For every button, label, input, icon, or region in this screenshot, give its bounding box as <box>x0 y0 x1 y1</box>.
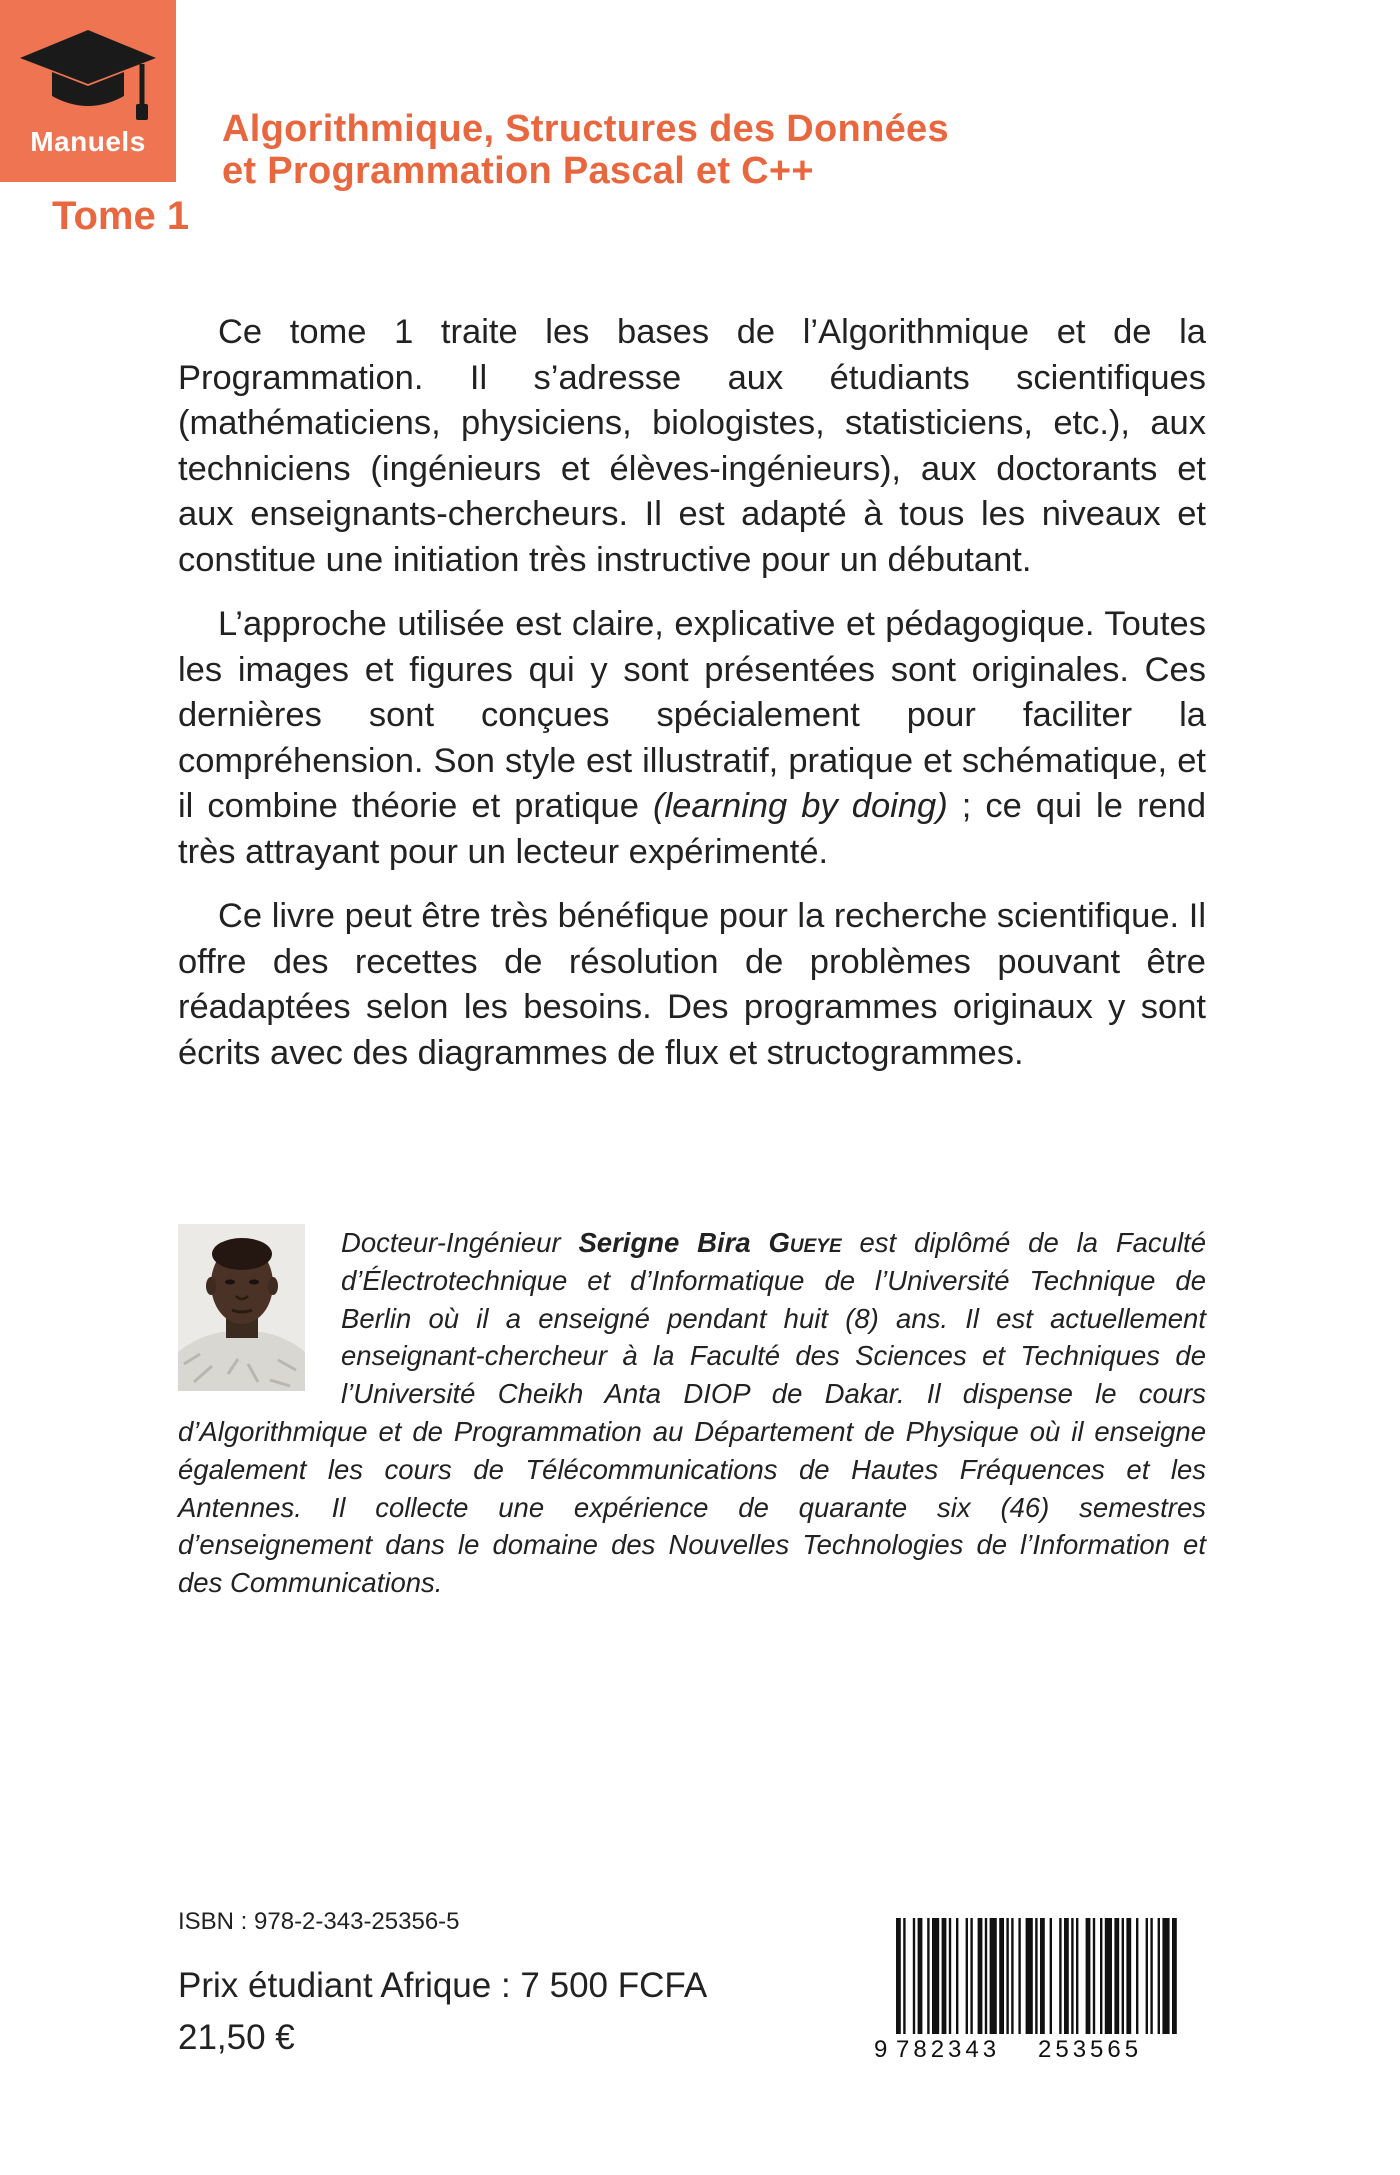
barcode-bar <box>942 1918 947 2034</box>
barcode-bar <box>1162 1918 1169 2034</box>
barcode-bar <box>1026 1918 1033 2034</box>
author-name <box>578 1227 841 1258</box>
barcode-bar <box>1086 1918 1091 2034</box>
barcode-bar <box>1172 1918 1177 2034</box>
barcode-bar <box>1006 1918 1008 2034</box>
barcode-bar <box>1150 1918 1152 2034</box>
barcode-bar <box>896 1918 901 2034</box>
description-p2-italic: (learning by doing) <box>653 787 948 825</box>
barcode-bar <box>1146 1918 1148 2034</box>
barcode-bar <box>1059 1918 1061 2034</box>
barcode-bar <box>1100 1918 1102 2034</box>
barcode-group-1: 782343 <box>896 2036 1001 2063</box>
barcode-bar <box>990 1918 997 2034</box>
barcode-bar <box>970 1918 972 2034</box>
barcode-bar <box>966 1918 968 2034</box>
barcode-group-2: 253565 <box>1038 2036 1143 2063</box>
description-p2-end: ; ce qui le rend très attrayant pour un lecteur expérimenté. <box>178 787 1207 871</box>
barcode-bar <box>1064 1918 1069 2034</box>
barcode-bar <box>1050 1918 1052 2034</box>
book-title <box>222 108 949 192</box>
barcode-bar <box>956 1918 958 2034</box>
barcode-bar <box>1114 1918 1119 2034</box>
barcode-bar <box>1093 1918 1095 2034</box>
author-bio-text <box>178 1224 1206 1602</box>
title-line-1: Algorithmique, Structures des Données <box>222 108 949 150</box>
series-badge <box>0 0 176 182</box>
barcode-bar <box>985 1918 987 2034</box>
price-euro: 21,50 € <box>178 2018 295 2057</box>
barcode-bar <box>978 1918 983 2034</box>
book-description <box>178 310 1206 1076</box>
description-paragraph-1: Ce tome 1 traite les bases de l’Algorithmique et de la Programmation. Il s’adresse aux étudiants scientifiques (mathématiciens, physiciens, biologistes, statisticiens, etc.), aux techniciens (ingénieurs et élèves-ingénieurs), aux doctorants et aux enseignants-chercheurs. Il est adapté à tous les niveaux et constitue une initiation très instructive pour un débutant. <box>178 313 1206 579</box>
author-prefix: Docteur-Ingénieur <box>341 1227 579 1258</box>
description-paragraph-3: Ce livre peut être très bénéfique pour la recherche scientifique. Il offre des recettes de résolution de problèmes pouvant être réadaptées selon les besoins. Des programmes originaux y sont écrits avec des diagrammes de flux et structogrammes. <box>178 897 1206 1072</box>
barcode-bar <box>918 1918 923 2034</box>
graduation-cap-icon <box>14 24 162 124</box>
barcode-bar <box>1035 1918 1037 2034</box>
barcode-bar <box>1105 1918 1112 2034</box>
author-bio <box>178 1224 1206 1602</box>
isbn: ISBN : 978-2-343-25356-5 <box>178 1908 460 1935</box>
tome-label: Tome 1 <box>52 194 190 238</box>
author-bio-body: est diplômé de la Faculté d’Électrotechnique et d’Informatique de l’Université Technique de Berlin où il a enseigné pendant huit (8) ans. Il est actuellement enseignant-chercheur à la Faculté des Sciences et Techniques de l’Université Cheikh Anta DIOP de Dakar. Il dispense le cours d’Algorithmique et de Programmation au Département de Physique où il enseigne également les cours de Télécommunications de Hautes Fréquences et les Antennes. Il collecte une expérience de quarante six (46) semestres d’enseignement dans le domaine des Nouvelles Technologies de l’Information et des Communications. <box>178 1227 1206 1599</box>
barcode-bar <box>1076 1918 1078 2034</box>
barcode-bar <box>1136 1918 1138 2034</box>
title-line-2: et Programmation Pascal et C++ <box>222 150 814 192</box>
barcode-bar <box>913 1918 915 2034</box>
barcode-bar <box>1018 1918 1020 2034</box>
description-paragraph-2 <box>178 602 1206 875</box>
barcode-bar <box>1011 1918 1013 2034</box>
barcode-bar <box>903 1918 905 2034</box>
barcode <box>870 1918 1186 2063</box>
barcode-bar <box>1122 1918 1124 2034</box>
barcode-bar <box>927 1918 929 2034</box>
barcode-bar <box>1126 1918 1131 2034</box>
barcode-bar <box>1040 1918 1045 2034</box>
author-photo <box>178 1224 305 1391</box>
barcode-bar <box>949 1918 951 2034</box>
price-africa: Prix étudiant Afrique : 7 500 FCFA <box>178 1966 708 2005</box>
description-p2-text: L’approche utilisée est claire, explicative et pédagogique. Toutes les images et figures qui y sont présentées sont originales. Ces dernières sont conçues spécialement pour faciliter la compréhension. Son style est illustratif, pratique et schématique, et il combine théorie et pratique <box>178 605 1206 825</box>
author-surname: Gueye <box>768 1227 842 1258</box>
barcode-bar <box>1158 1918 1160 2034</box>
barcode-first-digit: 9 <box>874 2036 888 2063</box>
barcode-bar <box>932 1918 939 2034</box>
barcode-bar <box>1071 1918 1073 2034</box>
series-label: Manuels <box>30 126 146 157</box>
barcode-bar <box>999 1918 1004 2034</box>
author-first-name: Serigne Bira <box>578 1227 751 1258</box>
